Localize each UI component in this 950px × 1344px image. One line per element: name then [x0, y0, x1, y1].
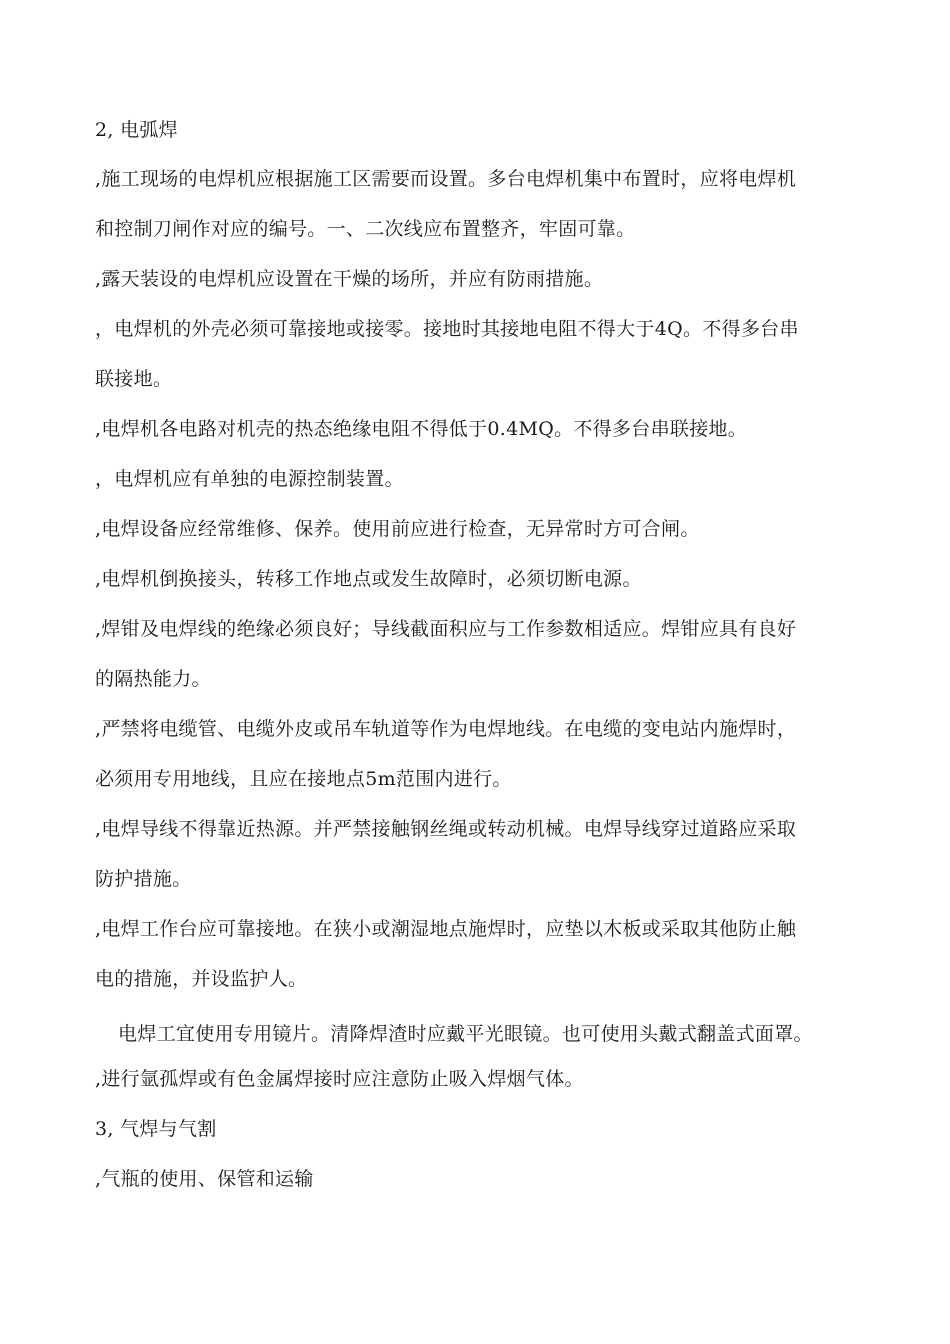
text-line: ,严禁将电缆管、电缆外皮或吊车轨道等作为电焊地线。在电缆的变电站内施焊时，	[95, 718, 797, 740]
text-line: ,电焊设备应经常维修、保养。使用前应进行检查，无异常时方可合闸。	[95, 518, 700, 540]
text-line: ,电焊工作台应可靠接地。在狭小或潮湿地点施焊时，应垫以木板或采取其他防止触	[95, 918, 797, 940]
text-line: 联接地。	[95, 368, 173, 390]
text-line: ,气瓶的使用、保管和运输	[95, 1168, 314, 1190]
text-line: ,电焊导线不得靠近热源。并严禁接触钢丝绳或转动机械。电焊导线穿过道路应采取	[95, 818, 797, 840]
text-line: ,露天装设的电焊机应设置在干燥的场所，并应有防雨措施。	[95, 268, 604, 290]
text-line-indented: 电焊工宜使用专用镜片。清降焊渣时应戴平光眼镜。也可使用头戴式翻盖式面罩。	[118, 1023, 813, 1045]
text-line: 必须用专用地线，且应在接地点5m范围内进行。	[95, 768, 512, 790]
text-line: ,进行氩孤焊或有色金属焊接时应注意防止吸入焊烟气体。	[95, 1068, 584, 1090]
text-line: ,焊钳及电焊线的绝缘必须良好；导线截面积应与工作参数相适应。焊钳应具有良好	[95, 618, 797, 640]
text-line: ,施工现场的电焊机应根据施工区需要而设置。多台电焊机集中布置时，应将电焊机	[95, 168, 797, 190]
text-line: ，电焊机的外壳必须可靠接地或接零。接地时其接地电阻不得大于4Q。不得多台串	[95, 318, 799, 340]
section-heading-arc-welding: 2, 电弧焊	[95, 119, 178, 141]
text-line: ,电焊机各电路对机壳的热态绝缘电阻不得低于0.4MQ。不得多台串联接地。	[95, 418, 748, 440]
text-line: 电的措施，并设监护人。	[95, 968, 308, 990]
section-heading-gas-welding: 3, 气焊与气割	[95, 1118, 217, 1140]
text-line: ,电焊机倒换接头，转移工作地点或发生故障时，必须切断电源。	[95, 568, 642, 590]
text-line: 的隔热能力。	[95, 668, 211, 690]
text-line: 防护措施。	[95, 868, 192, 890]
text-line: ，电焊机应有单独的电源控制装置。	[95, 468, 404, 490]
text-line: 和控制刀闸作对应的编号。一、二次线应布置整齐，牢固可靠。	[95, 218, 636, 240]
